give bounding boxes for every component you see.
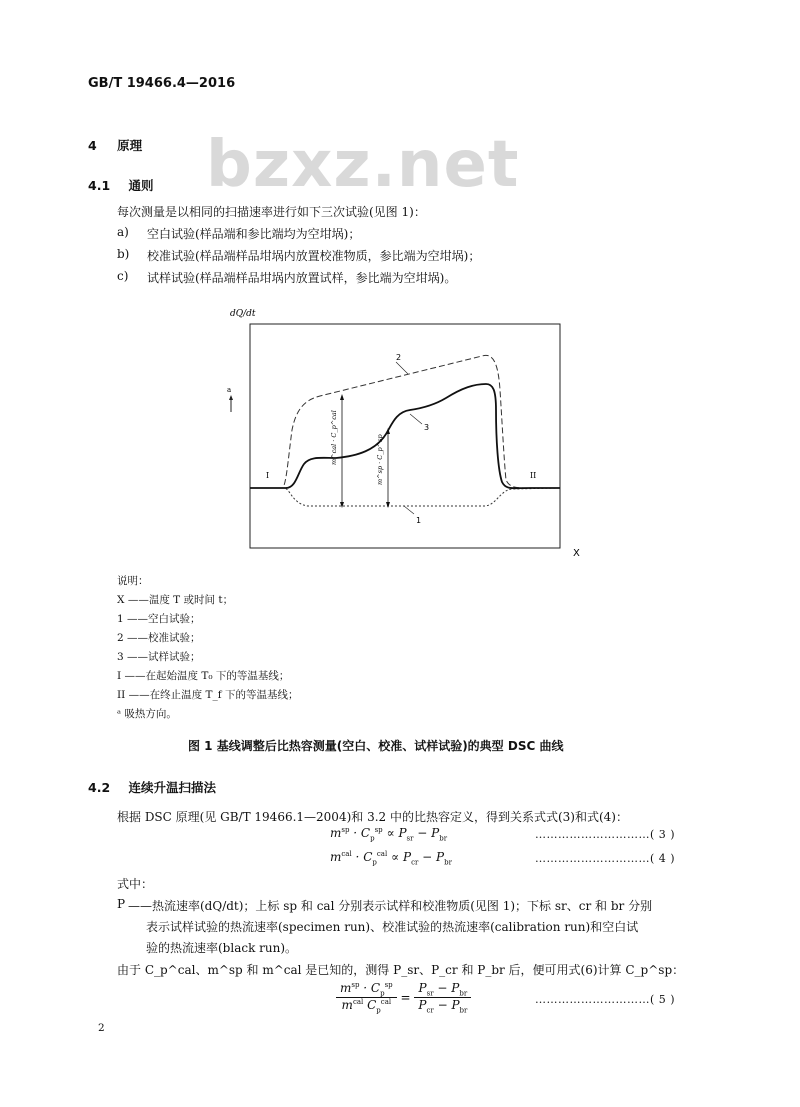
legend-entry [117, 611, 201, 626]
section-4-1-heading [88, 176, 154, 194]
list-marker: a) [117, 225, 129, 239]
calibration-curve [250, 355, 560, 488]
section-number: 4.2 [88, 780, 111, 795]
list-item [117, 225, 361, 241]
figure-caption: 图 1 基线调整后比热容测量(空白、校准、试样试验)的典型 DSC 曲线 [188, 739, 564, 753]
legend-key: II [117, 689, 126, 701]
list-text: 空白试验(样品端和参比端均为空坩埚)； [147, 227, 361, 241]
specimen-curve [250, 384, 560, 488]
section-title: 原理 [117, 138, 143, 153]
section-4-heading [88, 136, 142, 154]
leader-line [410, 414, 422, 424]
legend-key: ᵃ [117, 708, 122, 720]
equation-number: …………………………( 4 ) [535, 852, 676, 865]
definition-text: 验的热流速率(black run)。 [146, 941, 298, 955]
paragraph: 由于 C_p^cal、m^sp 和 m^cal 是已知的，测得 P_sr、P_cr 和 P_br 后，便可用式(6)计算 C_p^sp： [117, 963, 685, 977]
legend-key: 2 [117, 632, 124, 644]
list-marker: c) [117, 269, 129, 283]
y-axis-label: dQ/dt [230, 309, 256, 319]
legend-entry [117, 687, 298, 702]
legend-text: ——试样试验； [127, 651, 201, 663]
intro-paragraph: 每次测量是以相同的扫描速率进行如下三次试验(见图 1)： [117, 205, 426, 219]
list-text: 试样试验(样品端样品坩埚内放置试样，参比端为空坩埚)。 [147, 271, 457, 285]
section-title: 连续升温扫描法 [128, 780, 217, 795]
legend-text: 吸热方向。 [124, 708, 177, 720]
endothermic-arrow-icon [229, 395, 233, 412]
curve-label-calibration: 2 [396, 353, 402, 362]
definition-text: 表示试样试验的热流速率(specimen run)、校准试验的热流速率(calibration run)和空白试 [146, 920, 639, 934]
equation-4: $m^{cal} \cdot C_p^{cal} \propto P_{cr} - P_{br}$ [330, 850, 452, 867]
measure-label-calibration: m^cal · C_p^cal [330, 410, 338, 465]
page-number: 2 [98, 1022, 105, 1034]
region-label-end: II [530, 471, 537, 480]
fraction-right: $\frac{P_{sr} - P_{br}}{P_{cr} - P_{br}}$ [414, 981, 471, 1015]
measure-label-specimen: m^sp · C_p^sp [376, 434, 384, 485]
list-marker: b) [117, 247, 130, 261]
paragraph: 根据 DSC 原理(见 GB/T 19466.1—2004)和 3.2 中的比热容定义，得到关系式式(3)和式(4)： [117, 810, 628, 824]
watermark: bzxz.net [206, 128, 520, 202]
legend-text: ——空白试验； [127, 613, 201, 625]
list-item [117, 269, 457, 285]
legend-text: ——温度 T 或时间 t； [127, 594, 234, 606]
legend-title: 说明： [117, 575, 149, 587]
section-number: 4 [88, 138, 97, 153]
legend-entry [117, 706, 177, 721]
section-title: 通则 [128, 178, 154, 193]
equation-number: …………………………( 5 ) [535, 993, 676, 1006]
list-text: 校准试验(样品端样品坩埚内放置校准物质，参比端为空坩埚)； [147, 249, 481, 263]
curve-label-specimen: 3 [424, 423, 430, 432]
definition-key: P [117, 897, 126, 911]
region-label-start: I [266, 471, 270, 480]
legend-entry [117, 630, 201, 645]
blank-curve [250, 488, 560, 506]
document-code: GB/T 19466.4—2016 [88, 76, 236, 91]
leader-line [404, 506, 414, 514]
endothermic-marker: a [227, 386, 232, 394]
measure-arrow-specimen [386, 428, 390, 508]
measure-arrow-calibration [340, 394, 344, 508]
legend-key: 1 [117, 613, 124, 625]
where-label: 式中： [117, 877, 154, 891]
legend-text: ——在起始温度 T₀ 下的等温基线； [124, 670, 290, 682]
section-4-2-heading [88, 778, 216, 796]
curve-label-blank: 1 [416, 516, 422, 525]
list-item [117, 247, 481, 263]
legend-key: I [117, 670, 122, 682]
legend-entry [117, 668, 289, 683]
plot-frame [250, 324, 560, 548]
legend-text: ——校准试验； [127, 632, 201, 644]
equation-3: $m^{sp} \cdot C_p^{sp} \propto P_{sr} - P_{br}$ [330, 826, 448, 843]
definition-text: ——热流速率(dQ/dt)；上标 sp 和 cal 分别表示试样和校准物质(见图 1)；下标 sr、cr 和 br 分别 [128, 899, 653, 913]
section-number: 4.1 [88, 178, 111, 193]
leader-line [396, 362, 408, 374]
equation-5: $\frac{m^{sp} \cdot C_p^{sp}}{m^{cal} C_p^{cal}}$ = $\frac{P_{sr} - P_{br}}{P_{cr} - P_{br}}$ [336, 981, 471, 1015]
legend-key: X [117, 594, 125, 606]
legend-key: 3 [117, 651, 124, 663]
equation-number: …………………………( 3 ) [535, 828, 676, 841]
legend-text: ——在终止温度 T_f 下的等温基线； [128, 689, 299, 701]
dsc-chart [200, 300, 600, 570]
legend-entry [117, 592, 233, 607]
fraction-left: $\frac{m^{sp} \cdot C_p^{sp}}{m^{cal} C_p^{cal}}$ [336, 981, 397, 1015]
x-axis-label: X [573, 548, 580, 559]
legend-entry [117, 649, 201, 664]
